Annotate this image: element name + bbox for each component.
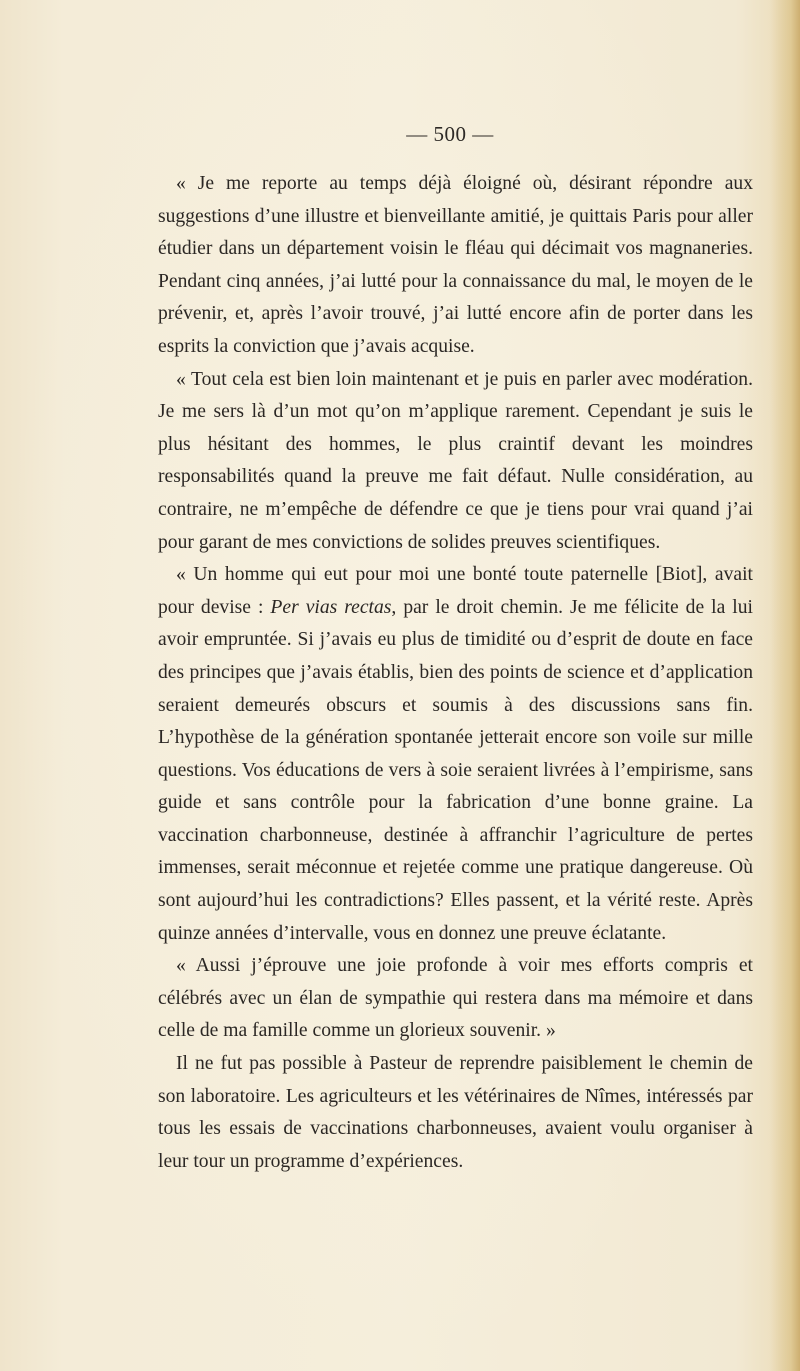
paragraph-3	[158, 559, 753, 950]
paragraph-3-end: , par le droit chemin. Je me félicite de la lui avoir empruntée. Si j’avais eu plus de timidité ou d’esprit de doute en face des principes que j’avais établis, bien des points de science et d’application seraient demeurés obscurs et soumis à des discussions sans fin. L’hypothèse de la génération spontanée jetterait encore son voile sur mille questions. Vos éducations de vers à soie seraient livrées à l’empirisme, sans guide et sans contrôle pour la fabrication d’une bonne graine. La vaccination charbonneuse, destinée à affranchir l’agriculture de pertes immenses, serait méconnue et rejetée comme une pratique dangereuse. Où sont aujourd’hui les contradictions? Elles passent, et la vérité reste. Après quinze années d’intervalle, vous en donnez une preuve éclatante.	[158, 596, 753, 944]
paragraph-5: Il ne fut pas possible à Pasteur de reprendre paisiblement le chemin de son laboratoire. Les agriculteurs et les vétérinaires de Nîmes, intéressés par tous les essais de vaccinations charbonneuses, avaient voulu organiser à leur tour un programme d’expériences.	[158, 1053, 753, 1172]
body-text	[158, 168, 753, 1178]
paragraph-2: « Tout cela est bien loin maintenant et je puis en parler avec modération. Je me sers là d’un mot qu’on m’applique rarement. Cependant je suis le plus hésitant des hommes, le plus craintif devant les moindres responsabilités quand la preuve me fait défaut. Nulle considération, au contraire, ne m’empêche de défendre ce que je tiens pour vrai quand j’ai pour garant de mes convictions de solides preuves scientifiques.	[158, 368, 753, 553]
paragraph-1: « Je me reporte au temps déjà éloigné où, désirant répondre aux suggestions d’une illustre et bienveillante amitié, je quittais Paris pour aller étudier dans un département voisin le fléau qui décimait vos magnaneries. Pendant cinq années, j’ai lutté pour la connaissance du mal, le moyen de le prévenir, et, après l’avoir trouvé, j’ai lutté encore afin de porter dans les esprits la conviction que j’avais acquise.	[158, 173, 753, 357]
page-number: — 500 —	[406, 122, 494, 146]
paragraph-3-start: « Un homme qui eut pour moi une bonté toute paternelle [Biot], avait pour devise :	[158, 564, 753, 618]
latin-motto: Per vias rectas	[270, 596, 392, 618]
page-edge-stain	[770, 0, 800, 1371]
paragraph-4: « Aussi j’éprouve une joie profonde à voir mes efforts compris et célébrés avec un élan de sympathie qui restera dans ma mémoire et dans celle de ma famille comme un glorieux souvenir. »	[158, 955, 753, 1042]
